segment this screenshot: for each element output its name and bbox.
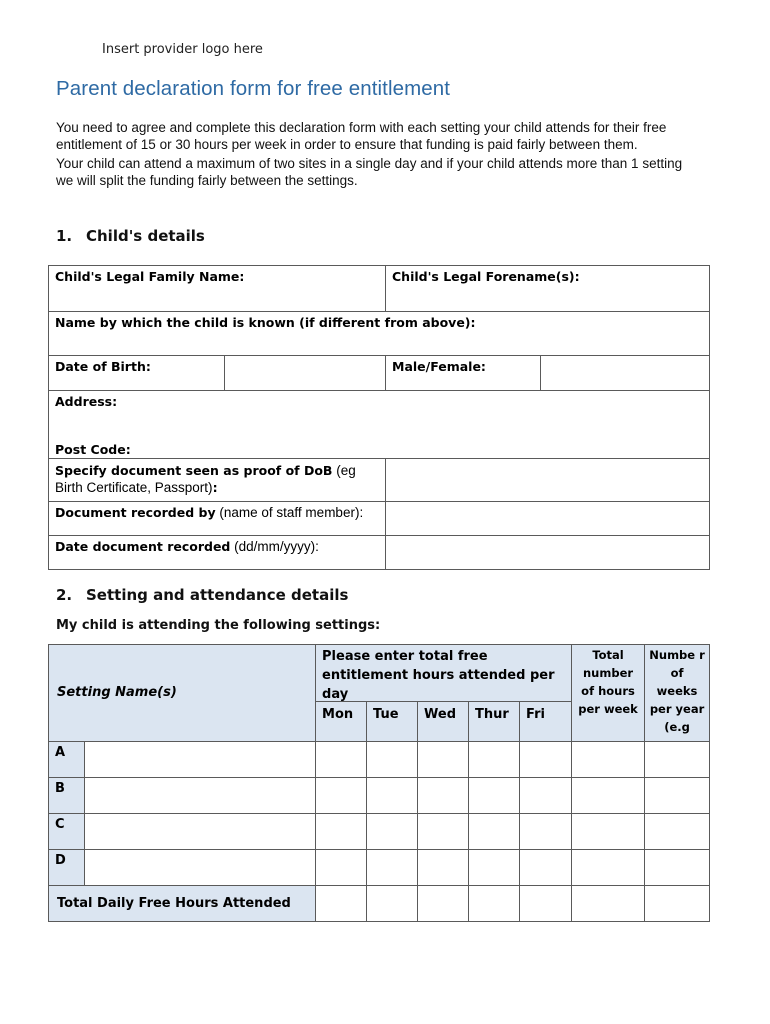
table-row (49, 814, 710, 850)
page-title: Parent declaration form for free entitlement (56, 77, 451, 100)
setting-name-input[interactable] (85, 814, 316, 850)
section-1-heading (56, 227, 205, 245)
setting-names-header (49, 645, 316, 742)
hours-tue-input[interactable] (367, 814, 418, 850)
hours-thur-input[interactable] (469, 814, 520, 850)
total-mon-input[interactable] (316, 886, 367, 922)
row-label: A (55, 745, 66, 760)
intro-paragraph: You need to agree and complete this declaration form with each setting your child attends for their free entitlement of 15 or 30 hours per week in order to ensure that funding is paid fairly between them. (56, 120, 667, 152)
hours-mon-input[interactable] (316, 814, 367, 850)
child-details-table (48, 265, 710, 570)
total-hours-input[interactable] (572, 850, 645, 886)
hours-thur-input[interactable] (469, 850, 520, 886)
setting-name-input[interactable] (85, 850, 316, 886)
hours-mon-input[interactable] (316, 742, 367, 778)
total-hours-input[interactable] (572, 742, 645, 778)
legal-family-name-field[interactable] (49, 266, 386, 312)
day-header-mon (316, 702, 367, 742)
settings-subheading: My child is attending the following settings: (56, 618, 381, 633)
day-label: Wed (424, 707, 457, 722)
field-label: Specify document seen as proof of DoB (55, 463, 333, 478)
row-letter (49, 850, 85, 886)
provider-logo-placeholder: Insert provider logo here (102, 42, 263, 57)
header-label: Setting Name(s) (57, 685, 177, 700)
total-tue-input[interactable] (367, 886, 418, 922)
section-number: 2. (56, 586, 73, 604)
hours-mon-input[interactable] (316, 850, 367, 886)
sex-input[interactable] (541, 356, 710, 391)
setting-name-input[interactable] (85, 742, 316, 778)
day-header-wed (418, 702, 469, 742)
field-label: Child's Legal Forename(s): (392, 269, 580, 284)
hours-wed-input[interactable] (418, 814, 469, 850)
section-number: 1. (56, 227, 73, 245)
hours-wed-input[interactable] (418, 742, 469, 778)
row-label: B (55, 781, 65, 796)
hours-thur-input[interactable] (469, 778, 520, 814)
totals-row (49, 886, 710, 922)
hours-fri-input[interactable] (520, 742, 572, 778)
total-daily-hours-label (49, 886, 316, 922)
day-header-fri (520, 702, 572, 742)
intro-paragraph: Your child can attend a maximum of two sites in a single day and if your child attends more than 1 setting we will split the funding fairly between the settings. (56, 156, 683, 188)
field-label-colon: : (212, 480, 218, 495)
intro-text (56, 120, 696, 189)
weeks-input[interactable] (645, 814, 710, 850)
section-title: Setting and attendance details (86, 586, 349, 604)
dob-label-cell (49, 356, 225, 391)
recorded-by-input[interactable] (386, 502, 710, 536)
row-label: Total Daily Free Hours Attended (57, 895, 291, 911)
field-label-hint: (eg Birth Certificate, Passport) (55, 463, 356, 495)
row-label: C (55, 817, 65, 832)
date-recorded-input[interactable] (386, 536, 710, 570)
hours-fri-input[interactable] (520, 814, 572, 850)
known-name-field[interactable] (49, 312, 710, 356)
row-letter (49, 814, 85, 850)
total-thur-input[interactable] (469, 886, 520, 922)
total-hours-header (572, 645, 645, 742)
sex-label-cell (386, 356, 541, 391)
weeks-input[interactable] (645, 742, 710, 778)
dob-input[interactable] (225, 356, 386, 391)
day-header-tue (367, 702, 418, 742)
header-label: Please enter total free entitlement hours attended per day (322, 649, 555, 701)
field-label: Date document recorded (55, 539, 231, 554)
setting-name-input[interactable] (85, 778, 316, 814)
total-hours-input[interactable] (572, 778, 645, 814)
table-row (49, 778, 710, 814)
header-label: Total number of hours per week (578, 648, 638, 716)
field-label-hint: (dd/mm/yyyy): (230, 539, 319, 554)
hours-tue-input[interactable] (367, 850, 418, 886)
legal-forename-field[interactable] (386, 266, 710, 312)
field-label: Name by which the child is known (if different from above): (55, 315, 476, 330)
dob-proof-label-cell (49, 459, 386, 502)
row-letter (49, 742, 85, 778)
field-label: Date of Birth: (55, 359, 151, 374)
table-row (49, 742, 710, 778)
field-label: Male/Female: (392, 359, 486, 374)
field-label-hint: (name of staff member): (215, 505, 364, 520)
dob-proof-input[interactable] (386, 459, 710, 502)
day-label: Mon (322, 707, 354, 722)
total-week-input[interactable] (572, 886, 645, 922)
recorded-by-label-cell (49, 502, 386, 536)
field-label: Child's Legal Family Name: (55, 269, 245, 284)
day-label: Thur (475, 707, 509, 722)
day-label: Fri (526, 707, 545, 722)
hours-fri-input[interactable] (520, 778, 572, 814)
section-2-heading (56, 586, 348, 604)
hours-mon-input[interactable] (316, 778, 367, 814)
hours-per-day-header (316, 645, 572, 702)
hours-wed-input[interactable] (418, 778, 469, 814)
attendance-table (48, 644, 710, 922)
postcode-label: Post Code: (55, 442, 131, 457)
field-label: Document recorded by (55, 505, 216, 520)
hours-tue-input[interactable] (367, 742, 418, 778)
field-label: Address: (55, 394, 118, 409)
row-letter (49, 778, 85, 814)
weeks-input[interactable] (645, 778, 710, 814)
weeks-per-year-header (645, 645, 710, 742)
table-row (49, 850, 710, 886)
total-weeks-input[interactable] (645, 886, 710, 922)
total-fri-input[interactable] (520, 886, 572, 922)
hours-fri-input[interactable] (520, 850, 572, 886)
total-hours-input[interactable] (572, 814, 645, 850)
total-wed-input[interactable] (418, 886, 469, 922)
date-recorded-label-cell (49, 536, 386, 570)
row-label: D (55, 853, 66, 868)
day-header-thur (469, 702, 520, 742)
hours-wed-input[interactable] (418, 850, 469, 886)
section-title: Child's details (86, 227, 205, 245)
day-label: Tue (373, 707, 399, 722)
header-label: Numbe r of weeks per year (e.g (649, 648, 705, 734)
address-field[interactable] (49, 391, 710, 459)
hours-tue-input[interactable] (367, 778, 418, 814)
weeks-input[interactable] (645, 850, 710, 886)
hours-thur-input[interactable] (469, 742, 520, 778)
